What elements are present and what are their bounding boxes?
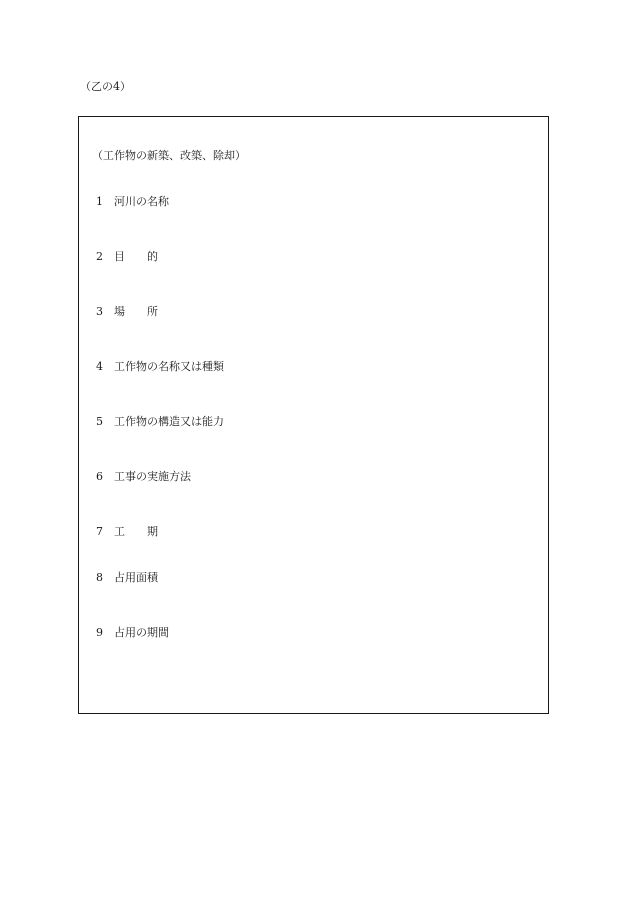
item-label: [114, 250, 158, 264]
item-occupancy-period: [96, 626, 169, 640]
item-construction-period: [96, 525, 158, 539]
item-label: 工作物の構造又は能力: [114, 415, 224, 428]
item-number: 9: [96, 626, 103, 639]
item-number: 8: [96, 571, 103, 584]
item-label-last: 期: [147, 525, 158, 538]
item-structure-capacity: [96, 415, 224, 429]
item-label-last: 的: [147, 250, 158, 263]
item-label: [114, 525, 158, 539]
form-code: （乙の4）: [80, 80, 131, 93]
item-label-first: 工: [114, 525, 125, 538]
item-river-name: [96, 195, 169, 209]
item-number: 2: [96, 250, 103, 263]
item-number: 5: [96, 415, 103, 428]
item-label-first: 目: [114, 250, 125, 263]
item-label: 工作物の名称又は種類: [114, 360, 224, 373]
item-label-first: 場: [114, 305, 125, 318]
item-structure-name: [96, 360, 224, 374]
item-purpose: [96, 250, 158, 264]
item-construction-method: [96, 470, 191, 484]
item-label: 河川の名称: [114, 195, 169, 208]
item-number: 7: [96, 525, 103, 538]
item-location: [96, 305, 158, 319]
item-occupied-area: [96, 571, 158, 585]
item-number: 1: [96, 195, 103, 208]
section-heading: （工作物の新築、改築、除却）: [92, 149, 246, 162]
item-number: 4: [96, 360, 103, 373]
item-label: 工事の実施方法: [114, 470, 191, 483]
item-label-last: 所: [147, 305, 158, 318]
item-label: 占用面積: [114, 571, 158, 584]
item-number: 6: [96, 470, 103, 483]
item-number: 3: [96, 305, 103, 318]
item-label: [114, 305, 158, 319]
item-label: 占用の期間: [114, 626, 169, 639]
